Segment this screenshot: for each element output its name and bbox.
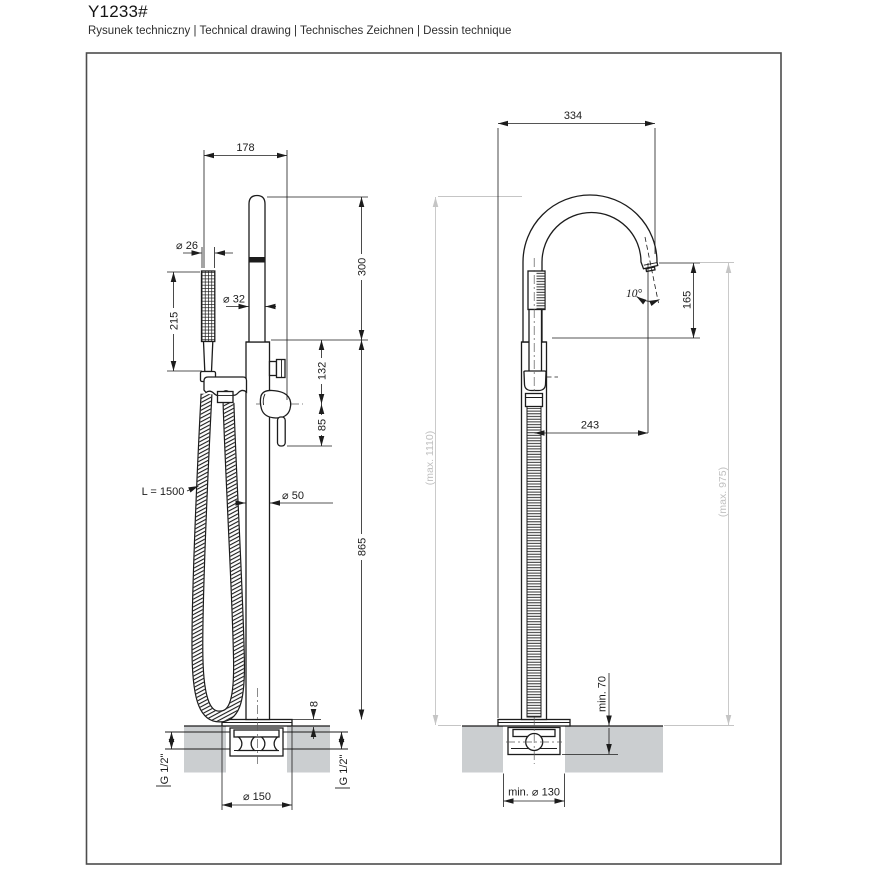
front-view [142,142,369,810]
svg-text:G 1/2": G 1/2" [159,753,171,785]
dim-max-975 [664,263,734,726]
side-shower-handle [529,310,542,373]
svg-text:min. 70: min. 70 [596,675,609,713]
svg-text:865: 865 [356,537,369,557]
svg-text:min. ⌀ 130: min. ⌀ 130 [508,786,560,799]
front-base-plate [222,720,292,727]
dim-300 [267,197,369,340]
svg-text:⌀ 32: ⌀ 32 [223,293,245,306]
dim-243 [535,420,649,434]
dim-max-1110 [424,197,522,726]
svg-text:⌀ 26: ⌀ 26 [176,240,198,252]
dim-85 [287,404,332,446]
svg-text:300: 300 [356,257,369,277]
dim-thread-right [335,755,350,788]
svg-text:(max. 1110): (max. 1110) [424,430,436,486]
svg-text:243: 243 [580,419,600,432]
dim-thread-left [156,754,171,786]
dim-165 [552,263,700,338]
side-floor-slab [462,726,663,773]
dim-dia26 [176,240,233,268]
svg-text:8: 8 [308,700,321,708]
hose-coupling [218,392,234,403]
dim-hose-length [142,486,199,498]
front-hose-outlet [270,360,286,378]
side-shower-hose [526,394,543,718]
svg-text:178: 178 [236,142,255,154]
side-hand-shower [524,271,558,391]
svg-text:215: 215 [168,311,181,331]
side-hose-coupling [526,394,543,407]
svg-text:⌀ 50: ⌀ 50 [282,490,304,502]
hand-shower-head [202,271,215,342]
svg-text:L = 1500: L = 1500 [141,486,185,498]
side-shower-face [537,272,545,309]
product-code: Y1233# [88,2,148,21]
dim-215 [167,272,202,371]
front-shower-hose [197,392,239,717]
front-hand-shower [201,271,247,395]
front-embedded-valve-box [230,728,283,756]
svg-text:10°: 10° [625,288,643,300]
hand-shower-handle [204,342,213,372]
drawing-subtitle: Rysunek techniczny | Technical drawing | Technisches Zeichnen | Dessin technique [88,25,512,37]
svg-text:85: 85 [316,418,329,432]
svg-text:(max. 975): (max. 975) [717,466,729,518]
front-faucet-column [246,196,270,720]
svg-text:132: 132 [316,361,329,381]
svg-text:⌀ 150: ⌀ 150 [242,791,272,803]
riser-ring [249,257,265,263]
dim-865 [356,340,369,720]
svg-text:334: 334 [563,110,583,122]
side-shower-clamp [524,371,546,391]
svg-text:G 1/2": G 1/2" [338,754,350,786]
svg-text:165: 165 [681,290,694,310]
dim-132 [316,340,329,404]
side-view [424,110,734,807]
dim-min-dia-130 [504,774,565,808]
